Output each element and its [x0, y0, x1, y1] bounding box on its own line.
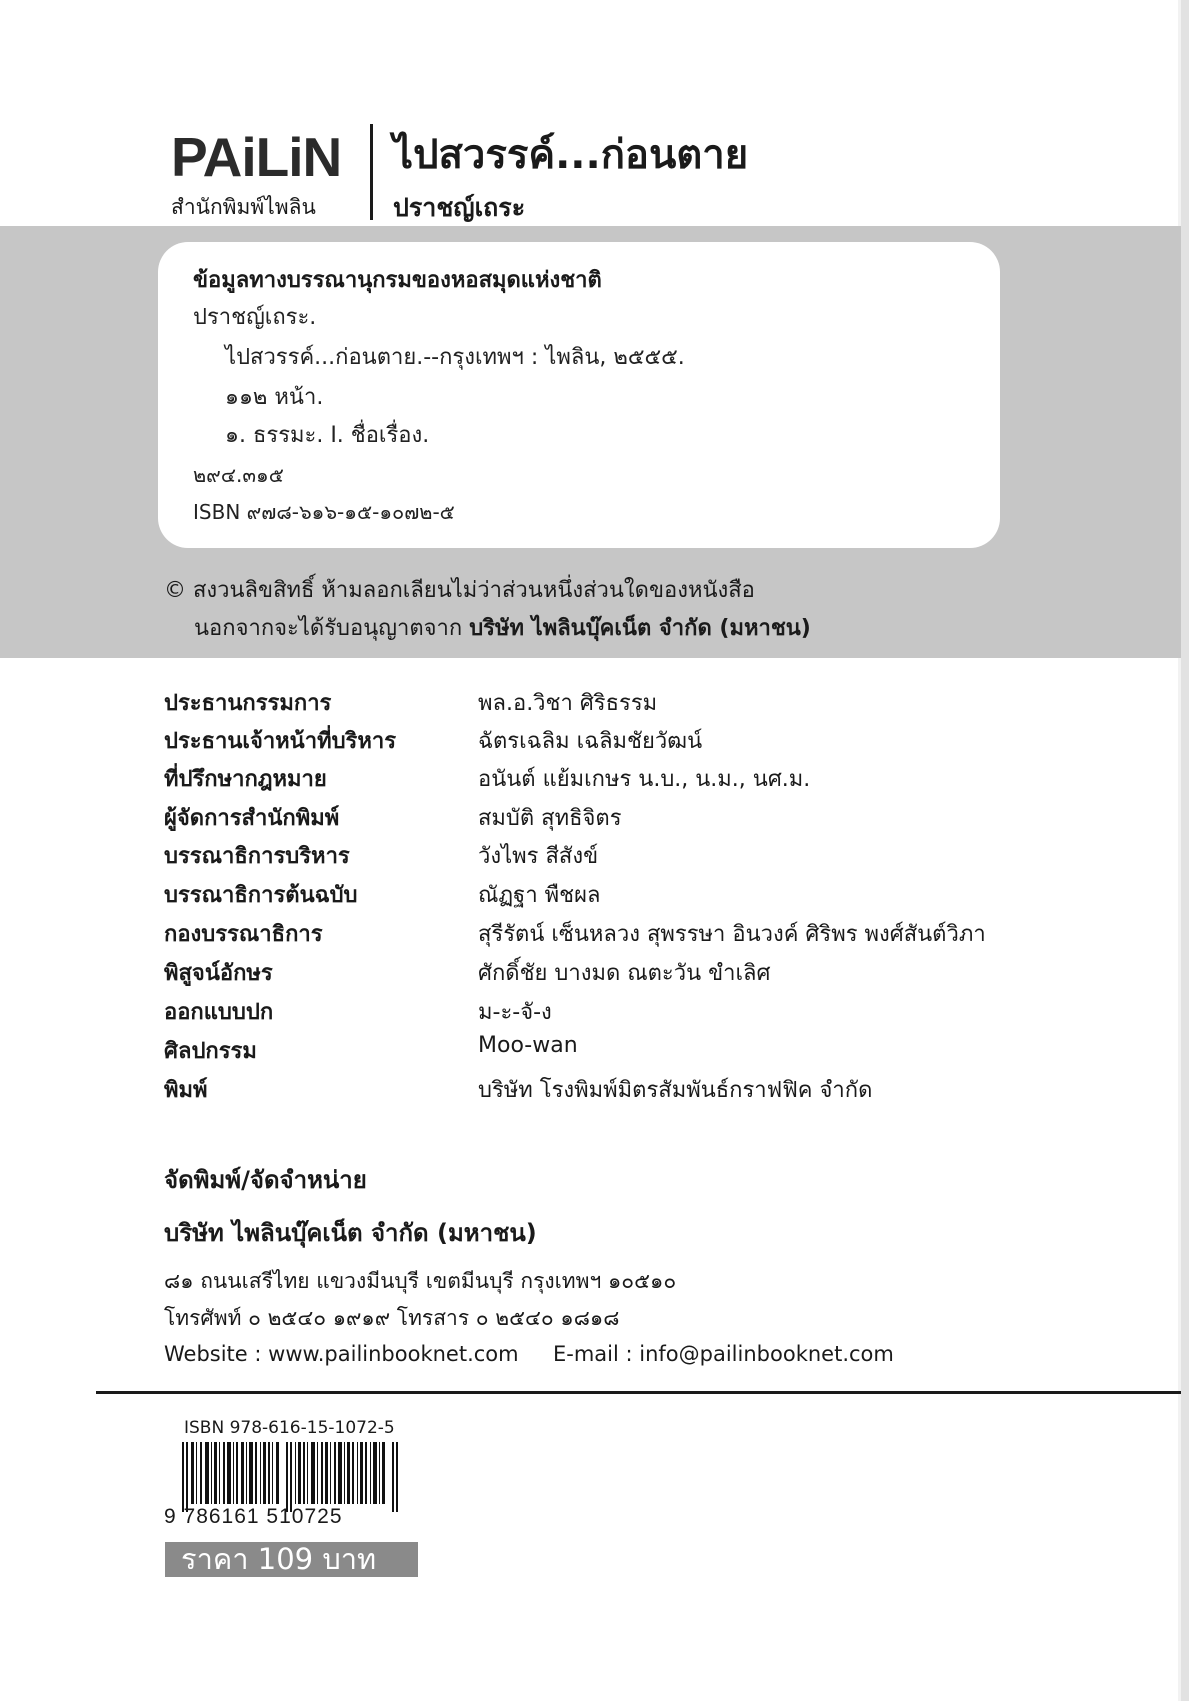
credit-label: ออกแบบปก — [164, 1000, 274, 1025]
credit-label: บรรณาธิการบริหาร — [164, 844, 350, 869]
credit-value: Moo-wan — [478, 1033, 578, 1058]
price-label: ราคา 109 บาท — [165, 1542, 418, 1577]
credit-value: สมบัติ สุทธิจิตร — [478, 806, 622, 831]
logo-subtitle: สำนักพิมพ์ไพลิน — [171, 195, 316, 219]
credit-label: ศิลปกรรม — [164, 1039, 257, 1064]
book-title: ไปสวรรค์...ก่อนตาย — [393, 132, 749, 178]
credit-label: บรรณาธิการต้นฉบับ — [164, 883, 358, 908]
credit-label: ที่ปรึกษากฎหมาย — [164, 767, 327, 792]
email-text: E-mail : info@pailinbooknet.com — [553, 1342, 894, 1366]
credit-value: บริษัท โรงพิมพ์มิตรสัมพันธ์กราฟฟิค จำกัด — [478, 1078, 873, 1103]
website-text: Website : www.pailinbooknet.com — [164, 1342, 519, 1366]
credit-label: ผู้จัดการสำนักพิมพ์ — [164, 806, 340, 831]
isbn-barcode — [182, 1442, 400, 1512]
credit-value: ฉัตรเฉลิม เฉลิมชัยวัฒน์ — [478, 729, 703, 754]
credit-value: ศักดิ์ชัย บางมด ณตะวัน ขำเลิศ — [478, 961, 771, 986]
credit-label: พิมพ์ — [164, 1078, 208, 1103]
cip-subjects: ๑. ธรรมะ. I. ชื่อเรื่อง. — [225, 423, 430, 448]
credit-label: กองบรรณาธิการ — [164, 922, 323, 947]
copyright-notice — [164, 572, 811, 648]
barcode-isbn-text: ISBN 978-616-15-1072-5 — [184, 1418, 395, 1438]
copyright-permission: นอกจากจะได้รับอนุญาตจาก — [194, 616, 463, 641]
distribution-heading: จัดพิมพ์/จัดจำหน่าย — [164, 1166, 367, 1194]
distribution-company: บริษัท ไพลินบุ๊คเน็ต จำกัด (มหาชน) — [164, 1219, 537, 1247]
credit-label: ประธานกรรมการ — [164, 691, 332, 716]
cip-author: ปราชญ์เถระ. — [193, 305, 317, 330]
cip-pages: ๑๑๒ หน้า. — [225, 385, 324, 410]
distribution-address: ๘๑ ถนนเสรีไทย แขวงมีนบุรี เขตมีนบุรี กรุงเทพฯ ๑๐๕๑๐ — [164, 1269, 677, 1293]
copyright-line-1: © สงวนลิขสิทธิ์ ห้ามลอกเลียนไม่ว่าส่วนหนึ่งส่วนใดของหนังสือ — [164, 578, 755, 603]
book-author: ปราชญ์เถระ — [393, 193, 526, 222]
credit-value: พล.อ.วิชา ศิริธรรม — [478, 691, 658, 716]
credit-value: ม-ะ-จั-ง — [478, 1000, 552, 1025]
horizontal-rule — [96, 1391, 1181, 1394]
copyright-company: บริษัท ไพลินบุ๊คเน็ต จำกัด (มหาชน) — [469, 616, 811, 641]
credit-value: ณัฏฐา พืชผล — [478, 883, 601, 908]
credit-value: วังไพร สีสังข์ — [478, 844, 599, 869]
barcode-digits: 9 786161 510725 — [164, 1505, 343, 1528]
logo-wordmark: PAiLiN — [171, 126, 342, 188]
cip-heading: ข้อมูลทางบรรณานุกรมของหอสมุดแห่งชาติ — [193, 268, 602, 293]
credit-value: สุรีรัตน์ เซ็นหลวง สุพรรษา อินวงค์ ศิริพร พงศ์สันต์วิภา — [478, 922, 986, 947]
distribution-phone: โทรศัพท์ ๐ ๒๕๔๐ ๑๙๑๙ โทรสาร ๐ ๒๕๔๐ ๑๘๑๘ — [164, 1306, 620, 1330]
publisher-logo — [171, 126, 342, 224]
cip-classification: ๒๙๔.๓๑๕ — [193, 463, 284, 487]
cip-title: ไปสวรรค์...ก่อนตาย.--กรุงเทพฯ : ไพลิน, ๒๕๕๕. — [225, 345, 685, 370]
header-divider — [370, 124, 373, 220]
credit-label: ประธานเจ้าหน้าที่บริหาร — [164, 729, 397, 754]
credit-label: พิสูจน์อักษร — [164, 961, 273, 986]
copyright-line-2 — [164, 610, 811, 648]
credit-value: อนันต์ แย้มเกษร น.บ., น.ม., นศ.ม. — [478, 767, 811, 792]
page-edge — [1181, 0, 1189, 1701]
cip-isbn: ISBN ๙๗๘-๖๑๖-๑๕-๑๐๗๒-๕ — [193, 500, 455, 524]
